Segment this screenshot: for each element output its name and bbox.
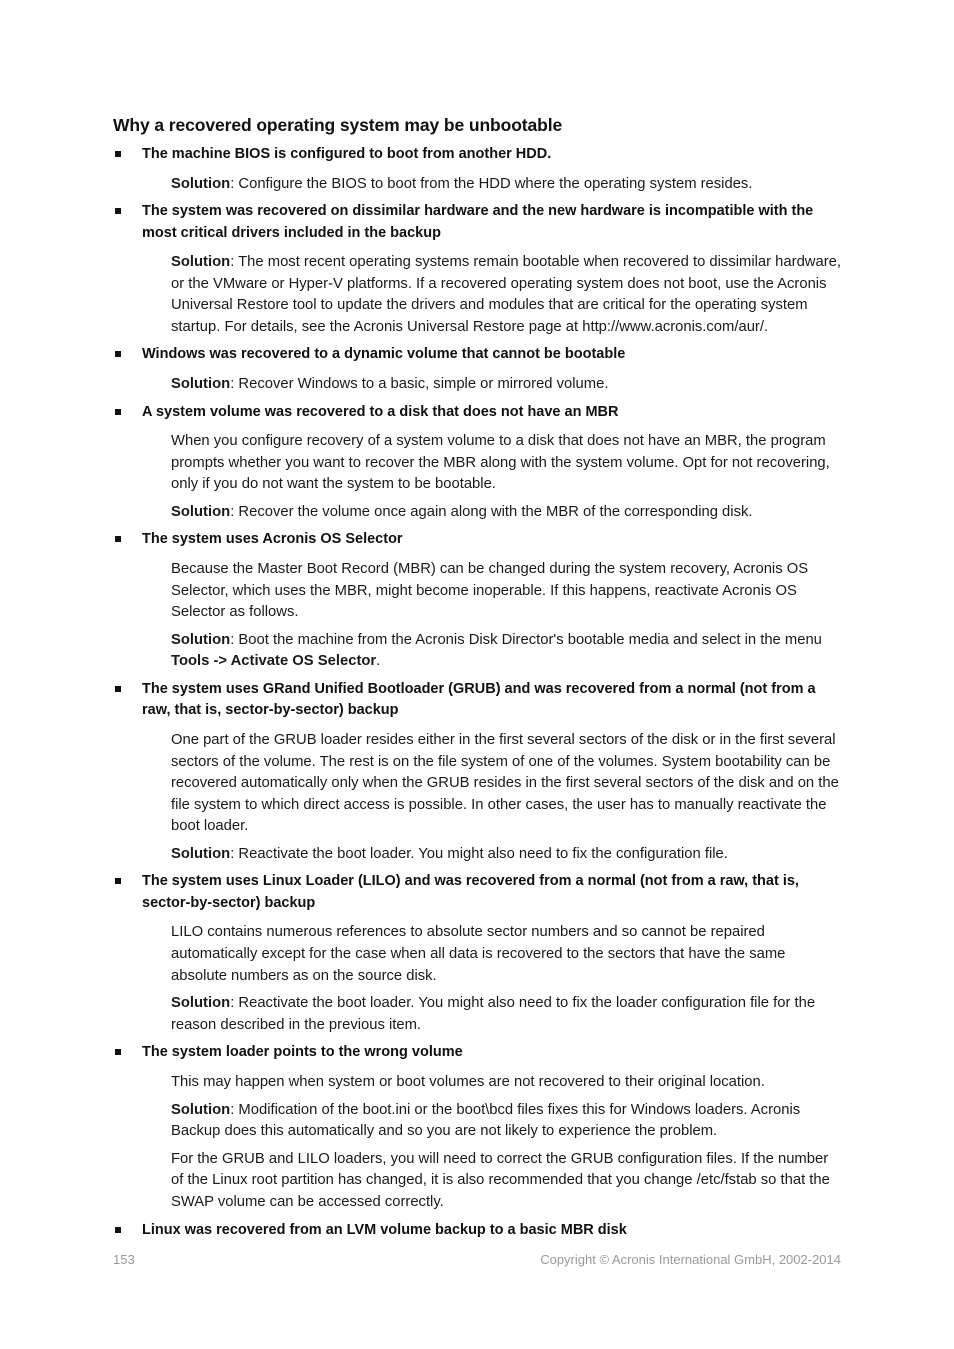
list-item bbox=[113, 1220, 843, 1242]
paragraph-text: : Boot the machine from the Acronis Disk Director's bootable media and select in the menu bbox=[230, 631, 822, 648]
item-title-text: The system was recovered on dissimilar hardware and the new hardware is incompatible with the most critical drivers included in the backup bbox=[142, 203, 814, 241]
solution-label: Solution bbox=[171, 254, 231, 271]
paragraph-text: : Reactivate the boot loader. You might also need to fix the loader configuration file for the reason described in the previous item. bbox=[171, 995, 816, 1033]
item-title-text: Windows was recovered to a dynamic volume that cannot be bootable bbox=[142, 346, 626, 363]
paragraph-text: : The most recent operating systems remain bootable when recovered to dissimilar hardware, or the VMware or Hyper-V platforms. If a recovered operating system does not boot, use the Acronis Universal Restore tool to update the drivers and modules that are critical for the operating system startup. For details, see the Acronis Universal Restore page at http://www.acronis.com/aur/. bbox=[171, 254, 841, 335]
menu-path: Tools -> Activate OS Selector bbox=[171, 653, 377, 670]
item-title-text: The system uses GRand Unified Bootloader (GRUB) and was recovered from a normal (not from a raw, that is, sector-by-sector) backup bbox=[142, 680, 816, 719]
item-title bbox=[113, 344, 843, 366]
explanation-paragraph bbox=[171, 1072, 843, 1094]
page-number: 153 bbox=[113, 1252, 135, 1267]
paragraph-text: LILO contains numerous references to absolute sector numbers and so cannot be repaired automatically except for the case when all data is recovered to the sectors that have the same absolute numbers as on the source disk. bbox=[171, 924, 786, 984]
copyright-notice: Copyright © Acronis International GmbH, 2002-2014 bbox=[540, 1252, 841, 1267]
paragraph-text: : Modification of the boot.ini or the boot\bcd files fixes this for Windows loaders. Acronis Backup does this automatically and so you are not likely to experience the problem. bbox=[171, 1101, 801, 1140]
square-bullet-icon bbox=[115, 409, 121, 415]
item-title-text: The system uses Acronis OS Selector bbox=[142, 531, 403, 548]
solution-label: Solution bbox=[171, 503, 231, 520]
solution-paragraph bbox=[171, 1100, 843, 1143]
paragraph-text: Because the Master Boot Record (MBR) can be changed during the system recovery, Acronis OS Selector, which uses the MBR, might become inoperable. If this happens, reactivate Acronis OS Selector as follows. bbox=[171, 560, 809, 621]
item-title-text: Linux was recovered from an LVM volume backup to a basic MBR disk bbox=[142, 1221, 627, 1238]
item-title bbox=[113, 529, 843, 551]
list-item bbox=[113, 144, 843, 195]
section-heading: Why a recovered operating system may be unbootable bbox=[113, 115, 563, 135]
item-title bbox=[113, 402, 843, 424]
paragraph-text: : Reactivate the boot loader. You might also need to fix the configuration file. bbox=[230, 845, 728, 862]
square-bullet-icon bbox=[115, 1049, 121, 1055]
explanation-paragraph bbox=[171, 559, 843, 624]
square-bullet-icon bbox=[115, 686, 121, 692]
item-title bbox=[113, 144, 843, 166]
paragraph-text: One part of the GRUB loader resides either in the first several sectors of the disk or in the first several sectors of the volume. The rest is on the file system of one of the volumes. System bootability can be recovered automatically only when the GRUB resides in the first several sectors of the disk and on the file system to which direct access is possible. In other cases, the user has to manually reactivate the boot loader. bbox=[171, 731, 839, 835]
paragraph-tail: . bbox=[376, 653, 381, 670]
list-item bbox=[113, 679, 843, 866]
item-title-text: A system volume was recovered to a disk that does not have an MBR bbox=[142, 403, 619, 420]
item-title bbox=[113, 201, 843, 244]
solution-paragraph bbox=[171, 174, 843, 196]
solution-label: Solution bbox=[171, 845, 231, 862]
square-bullet-icon bbox=[115, 536, 121, 542]
solution-paragraph bbox=[171, 993, 843, 1036]
paragraph-text: For the GRUB and LILO loaders, you will need to correct the GRUB configuration files. If the number of the Linux root partition has changed, it is also recommended that you change /etc/fstab so that the SWAP volume can be accessed correctly. bbox=[171, 1150, 830, 1210]
paragraph-text: : Recover the volume once again along with the MBR of the corresponding disk. bbox=[230, 503, 753, 520]
list-item bbox=[113, 201, 843, 338]
bullet-list bbox=[113, 144, 843, 1249]
paragraph-text: : Configure the BIOS to boot from the HDD where the operating system resides. bbox=[230, 175, 753, 192]
item-title bbox=[113, 679, 843, 722]
square-bullet-icon bbox=[115, 878, 121, 884]
solution-paragraph bbox=[171, 252, 843, 338]
item-title-text: The machine BIOS is configured to boot from another HDD. bbox=[142, 146, 552, 162]
solution-label: Solution bbox=[171, 995, 231, 1012]
item-title bbox=[113, 1042, 843, 1064]
paragraph-text: When you configure recovery of a system volume to a disk that does not have an MBR, the program prompts whether you want to recover the MBR along with the system volume. Opt for not recovering, only if you do not want the system to be bootable. bbox=[171, 433, 830, 493]
list-item bbox=[113, 871, 843, 1036]
solution-label: Solution bbox=[171, 1101, 231, 1118]
paragraph-text: This may happen when system or boot volumes are not recovered to their original location. bbox=[171, 1073, 765, 1090]
square-bullet-icon bbox=[115, 151, 121, 157]
item-title-text: The system uses Linux Loader (LILO) and was recovered from a normal (not from a raw, that is, sector-by-sector) backup bbox=[142, 873, 799, 911]
square-bullet-icon bbox=[115, 208, 121, 214]
solution-label: Solution bbox=[171, 175, 231, 192]
list-item bbox=[113, 344, 843, 395]
list-item bbox=[113, 529, 843, 672]
solution-paragraph bbox=[171, 630, 843, 673]
solution-paragraph bbox=[171, 374, 843, 396]
list-item bbox=[113, 402, 843, 524]
solution-label: Solution bbox=[171, 631, 231, 648]
paragraph-text: : Recover Windows to a basic, simple or mirrored volume. bbox=[230, 375, 609, 392]
square-bullet-icon bbox=[115, 1227, 121, 1233]
item-title bbox=[113, 871, 843, 914]
explanation-paragraph bbox=[171, 922, 843, 987]
explanation-paragraph bbox=[171, 730, 843, 838]
solution-label: Solution bbox=[171, 375, 231, 392]
item-title-text: The system loader points to the wrong volume bbox=[142, 1044, 463, 1061]
explanation-paragraph bbox=[171, 431, 843, 496]
solution-paragraph bbox=[171, 502, 843, 524]
explanation-paragraph bbox=[171, 1149, 843, 1214]
solution-paragraph bbox=[171, 844, 843, 866]
list-item bbox=[113, 1042, 843, 1213]
square-bullet-icon bbox=[115, 351, 121, 357]
item-title bbox=[113, 1220, 843, 1242]
